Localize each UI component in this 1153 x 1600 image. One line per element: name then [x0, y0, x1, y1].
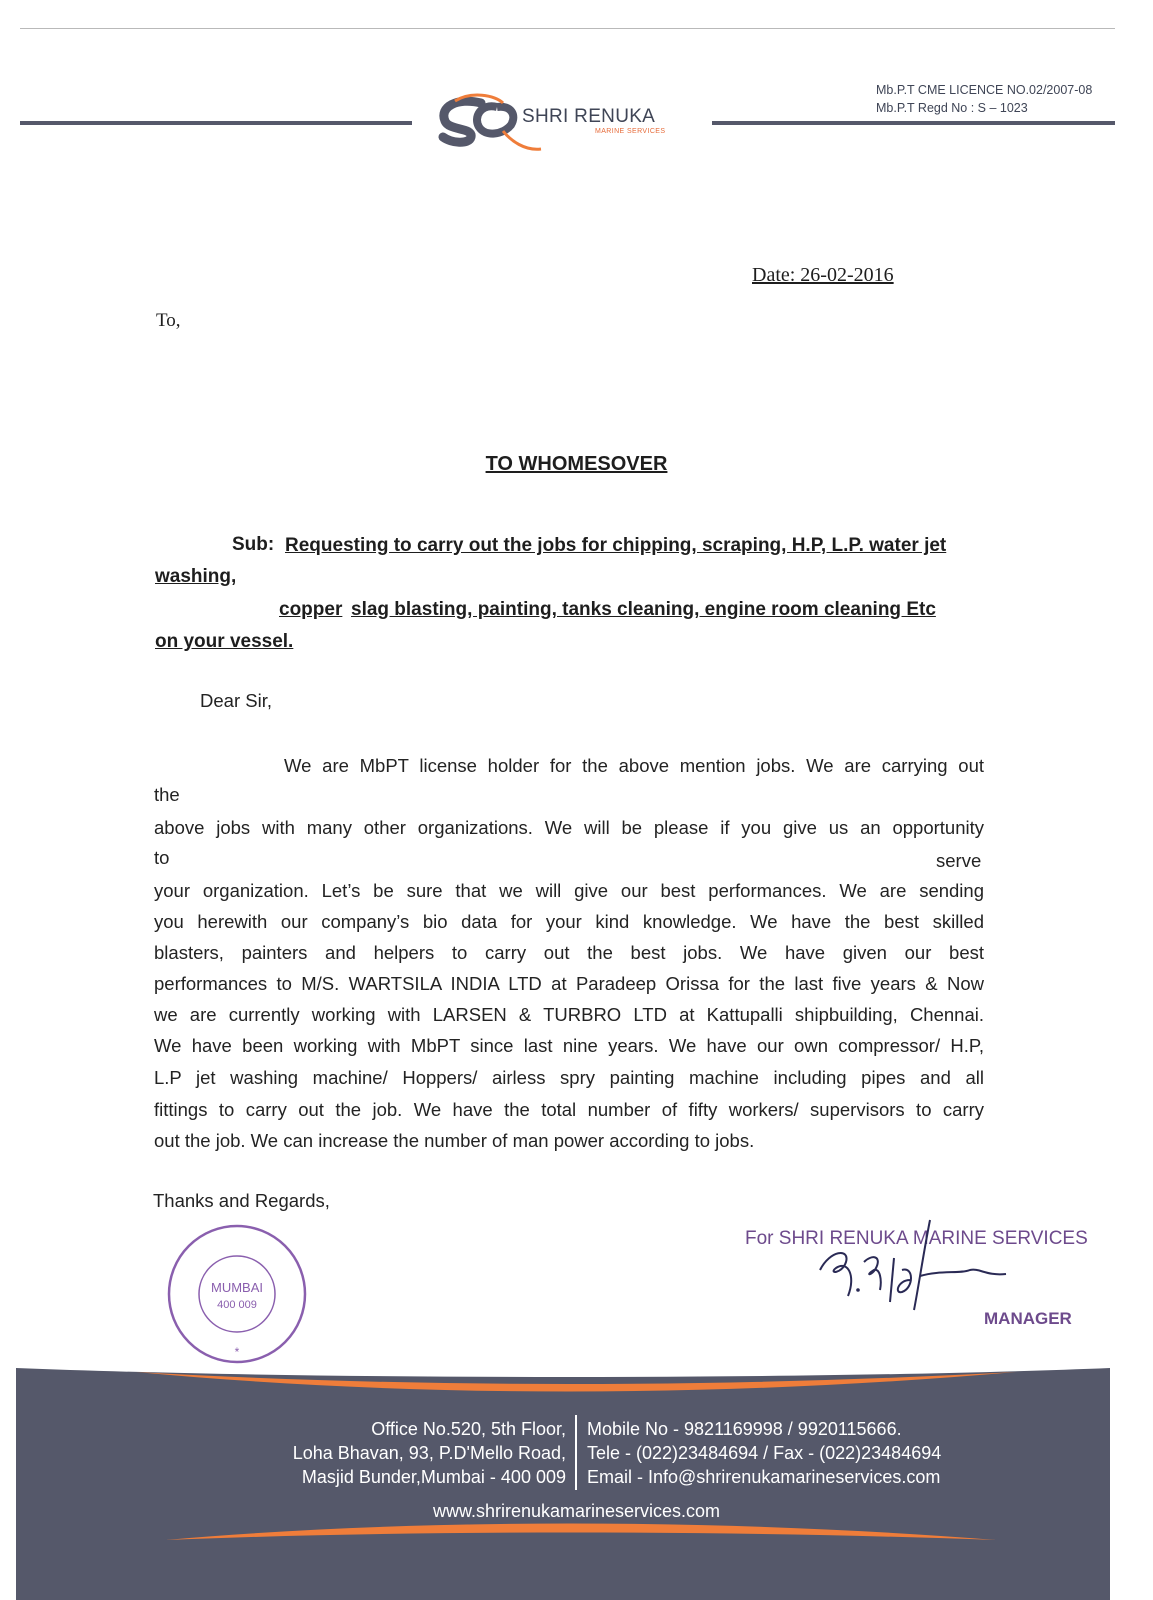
body-line: fittings to carry out the job. We have the total number of fifty workers/ supervisors to carry — [154, 1099, 984, 1120]
contact-line-3: Email - Info@shrirenukamarineservices.com — [587, 1467, 941, 1487]
footer-divider — [575, 1415, 577, 1490]
body-line: performances to M/S. WARTSILA INDIA LTD at Paradeep Orissa for the last five years & Now — [154, 973, 984, 994]
body-line: blasters, painters and helpers to carry out the best jobs. We have given our best — [154, 942, 984, 963]
signature-company: For SHRI RENUKA MARINE SERVICES — [745, 1228, 1088, 1249]
stamp-pin: 400 009 — [217, 1299, 257, 1311]
header-rule-right — [712, 121, 1115, 125]
body-line: your organization. Let’s be sure that we will give our best performances. We are sending — [154, 880, 984, 901]
contact-line-1: Mobile No - 9821169998 / 9920115666. — [587, 1419, 902, 1439]
handwritten-signature — [810, 1210, 1020, 1320]
header-rule-left — [20, 121, 412, 125]
licence-line-1: Mb.P.T CME LICENCE NO.02/2007-08 — [876, 83, 1093, 97]
address-line-3: Masjid Bunder,Mumbai - 400 009 — [301, 1467, 566, 1487]
body-line: the — [154, 784, 180, 805]
brand-subtitle: MARINE SERVICES — [595, 128, 666, 135]
subject-line-3b: slag blasting, painting, tanks cleaning, engine room cleaning Etc — [351, 599, 936, 620]
subject-line-3a: copper — [279, 599, 343, 620]
licence-info — [876, 81, 1092, 117]
letter-to: To, — [156, 310, 181, 331]
footer-contact — [587, 1417, 941, 1489]
signature-title: MANAGER — [984, 1309, 1072, 1328]
address-line-1: Office No.520, 5th Floor, — [371, 1419, 566, 1439]
body-line: out the job. We can increase the number of man power according to jobs. — [154, 1130, 755, 1151]
salutation: Dear Sir, — [200, 690, 272, 711]
letter-heading: TO WHOMESOVER — [485, 453, 668, 475]
svg-text:*: * — [234, 1345, 240, 1359]
body-line: serve — [936, 850, 982, 871]
body-line: above jobs with many other organizations. We will be please if you give us an opportunity — [154, 817, 984, 838]
top-divider — [20, 28, 1115, 29]
body-line: we are currently working with LARSEN & TURBRO LTD at Kattupalli shipbuilding, Chennai. — [154, 1004, 984, 1025]
company-stamp — [165, 1222, 310, 1367]
footer-address — [293, 1417, 566, 1489]
contact-line-2: Tele - (022)23484694 / Fax - (022)23484694 — [587, 1443, 942, 1463]
licence-line-2: Mb.P.T Regd No : S – 1023 — [876, 101, 1028, 115]
closing: Thanks and Regards, — [153, 1190, 330, 1211]
body-line: you herewith our company’s bio data for your kind knowledge. We have the best skilled — [154, 911, 984, 932]
body-line: We have been working with MbPT since last nine years. We have our own compressor/ H.P, — [154, 1035, 984, 1056]
subject-label: Sub: — [232, 534, 275, 555]
letter-date: Date: 26-02-2016 — [752, 264, 894, 286]
footer-website: www.shrirenukamarineservices.com — [432, 1501, 721, 1521]
body-line: to — [154, 847, 170, 868]
stamp-city: MUMBAI — [211, 1280, 263, 1295]
brand-name: SHRI RENUKA — [522, 106, 656, 127]
address-line-2: Loha Bhavan, 93, P.D'Mello Road, — [292, 1443, 566, 1463]
subject-line-2: washing, — [155, 566, 237, 587]
body-line: L.P jet washing machine/ Hoppers/ airless spry painting machine including pipes and all — [154, 1067, 984, 1088]
subject-line-4: on your vessel. — [155, 631, 294, 652]
body-line: We are MbPT license holder for the above mention jobs. We are carrying out — [284, 755, 984, 776]
subject-line-1: Requesting to carry out the jobs for chipping, scraping, H.P, L.P. water jet — [285, 535, 947, 556]
